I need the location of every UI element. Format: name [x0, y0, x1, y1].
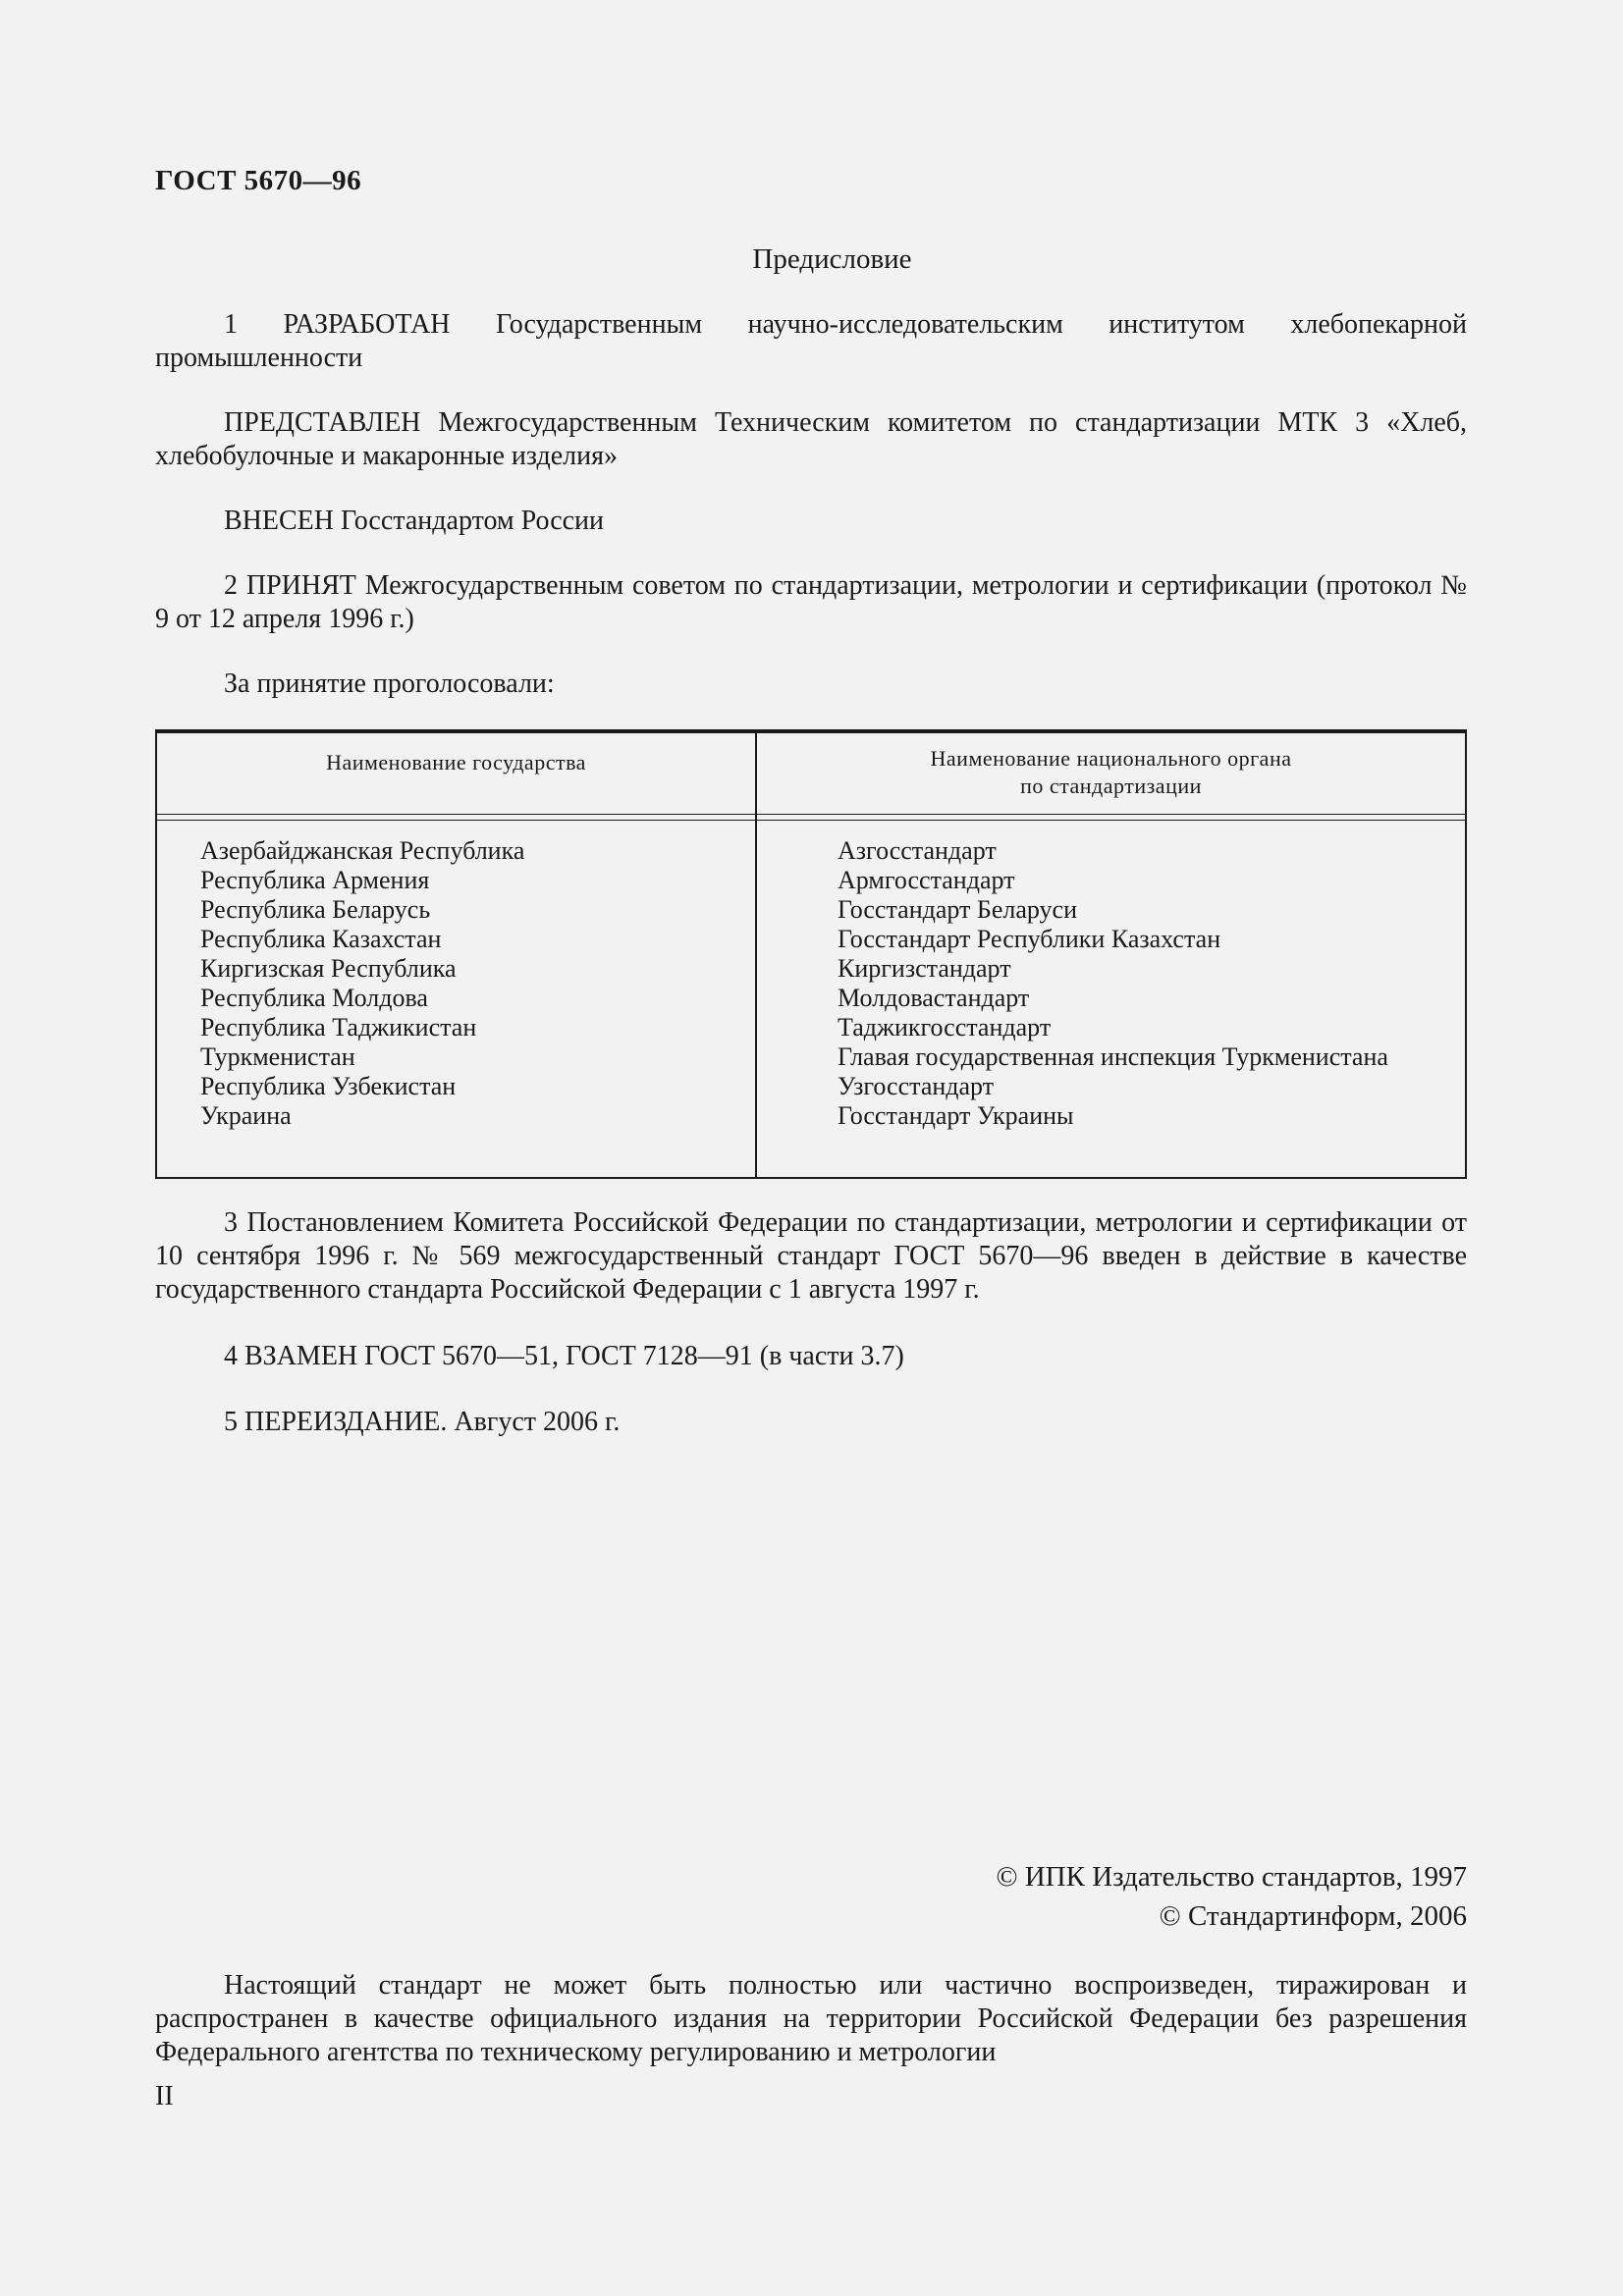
table-cell-state: Азербайджанская Республика: [200, 836, 525, 865]
voting-table: [155, 729, 1467, 1179]
paragraph-voted: [155, 667, 1467, 701]
table-header-national-body: [757, 745, 1465, 800]
table-cell-state: Украина: [200, 1101, 292, 1130]
paragraph-replaces-text: 4 ВЗАМЕН ГОСТ 5670—51, ГОСТ 7128—91 (в части 3.7): [224, 1341, 904, 1371]
table-cell-state: Туркменистан: [200, 1042, 355, 1071]
paragraph-reissue: [155, 1406, 1467, 1439]
table-header-divider: [157, 814, 1465, 815]
table-cell-body: Госстандарт Украины: [838, 1101, 1074, 1130]
preface-title: Предисловие: [752, 243, 912, 275]
table-cell-body: Молдовастандарт: [838, 984, 1030, 1012]
table-cell-body: Таджикгосстандарт: [838, 1013, 1052, 1041]
paragraph-adopted: [155, 569, 1467, 636]
table-header-divider-double: [157, 820, 1465, 821]
table-cell-body: Азгосстандарт: [838, 836, 997, 865]
table-cell-body: Армгосстандарт: [838, 866, 1015, 894]
table-cell-state: Республика Узбекистан: [200, 1072, 457, 1100]
paragraph-developed: [155, 308, 1467, 375]
table-cell-state: Республика Таджикистан: [200, 1013, 477, 1041]
table-header-state: Наименование государства: [326, 750, 586, 774]
paragraph-presented-text: ПРЕДСТАВЛЕН Межгосударственным Техническим комитетом по стандартизации МТК 3 «Хлеб, хлебобулочные и макаронные изделия»: [155, 407, 1467, 471]
table-cell-body: Госстандарт Беларуси: [838, 895, 1077, 924]
copyright-standartinform-2006: © Стандартинформ, 2006: [1159, 1900, 1467, 1932]
table-cell-state: Республика Армения: [200, 866, 430, 894]
table-cell-state: Республика Молдова: [200, 984, 428, 1012]
table-cell-body: Киргизстандарт: [838, 954, 1011, 983]
table-cell-body: Госстандарт Республики Казахстан: [838, 925, 1221, 953]
document-code: ГОСТ 5670—96: [155, 165, 362, 196]
national-bodies-list: [838, 836, 1388, 1131]
paragraph-developed-text: 1 РАЗРАБОТАН Государственным научно-исследовательским институтом хлебопекарной промышленности: [155, 309, 1467, 373]
paragraph-reissue-text: 5 ПЕРЕИЗДАНИЕ. Август 2006 г.: [224, 1407, 621, 1437]
paragraph-resolution-text: 3 Постановлением Комитета Российской Федерации по стандартизации, метрологии и сертификации от 10 сентября 1996 г. № 569 межгосударственный стандарт ГОСТ 5670—96 введен в действие в качестве государственного стандарта Российской Федерации с 1 августа 1997 г.: [155, 1207, 1467, 1305]
copyright-publisher-1997: © ИПК Издательство стандартов, 1997: [996, 1861, 1467, 1893]
table-cell-state: Республика Беларусь: [200, 895, 431, 924]
paragraph-replaces: [155, 1340, 1467, 1373]
table-header-national-body-line1: Наименование национального органа: [930, 746, 1292, 771]
table-cell-state: Киргизская Республика: [200, 954, 457, 983]
paragraph-voted-text: За принятие проголосовали:: [224, 668, 555, 699]
table-cell-state: Республика Казахстан: [200, 925, 442, 953]
paragraph-adopted-text: 2 ПРИНЯТ Межгосударственным советом по стандартизации, метрологии и сертификации (протокол № 9 от 12 апреля 1996 г.): [155, 570, 1467, 634]
paragraph-introduced: [155, 505, 1467, 538]
paragraph-presented: [155, 406, 1467, 473]
reproduction-notice-text: Настоящий стандарт не может быть полностью или частично воспроизведен, тиражирован и распространен в качестве официального издания на территории Российской Федерации без разрешения Федерального агентства по техническому регулированию и метрологии: [155, 1970, 1467, 2067]
paragraph-resolution: [155, 1206, 1467, 1307]
table-header-national-body-line2: по стандартизации: [1020, 774, 1202, 798]
reproduction-notice: [155, 1969, 1467, 2069]
page-number: II: [155, 2081, 174, 2111]
states-list: [200, 836, 524, 1131]
paragraph-introduced-text: ВНЕСЕН Госстандартом России: [224, 506, 605, 536]
table-cell-body: Узгосстандарт: [838, 1072, 995, 1100]
table-cell-body: Главая государственная инспекция Туркменистана: [838, 1042, 1388, 1071]
